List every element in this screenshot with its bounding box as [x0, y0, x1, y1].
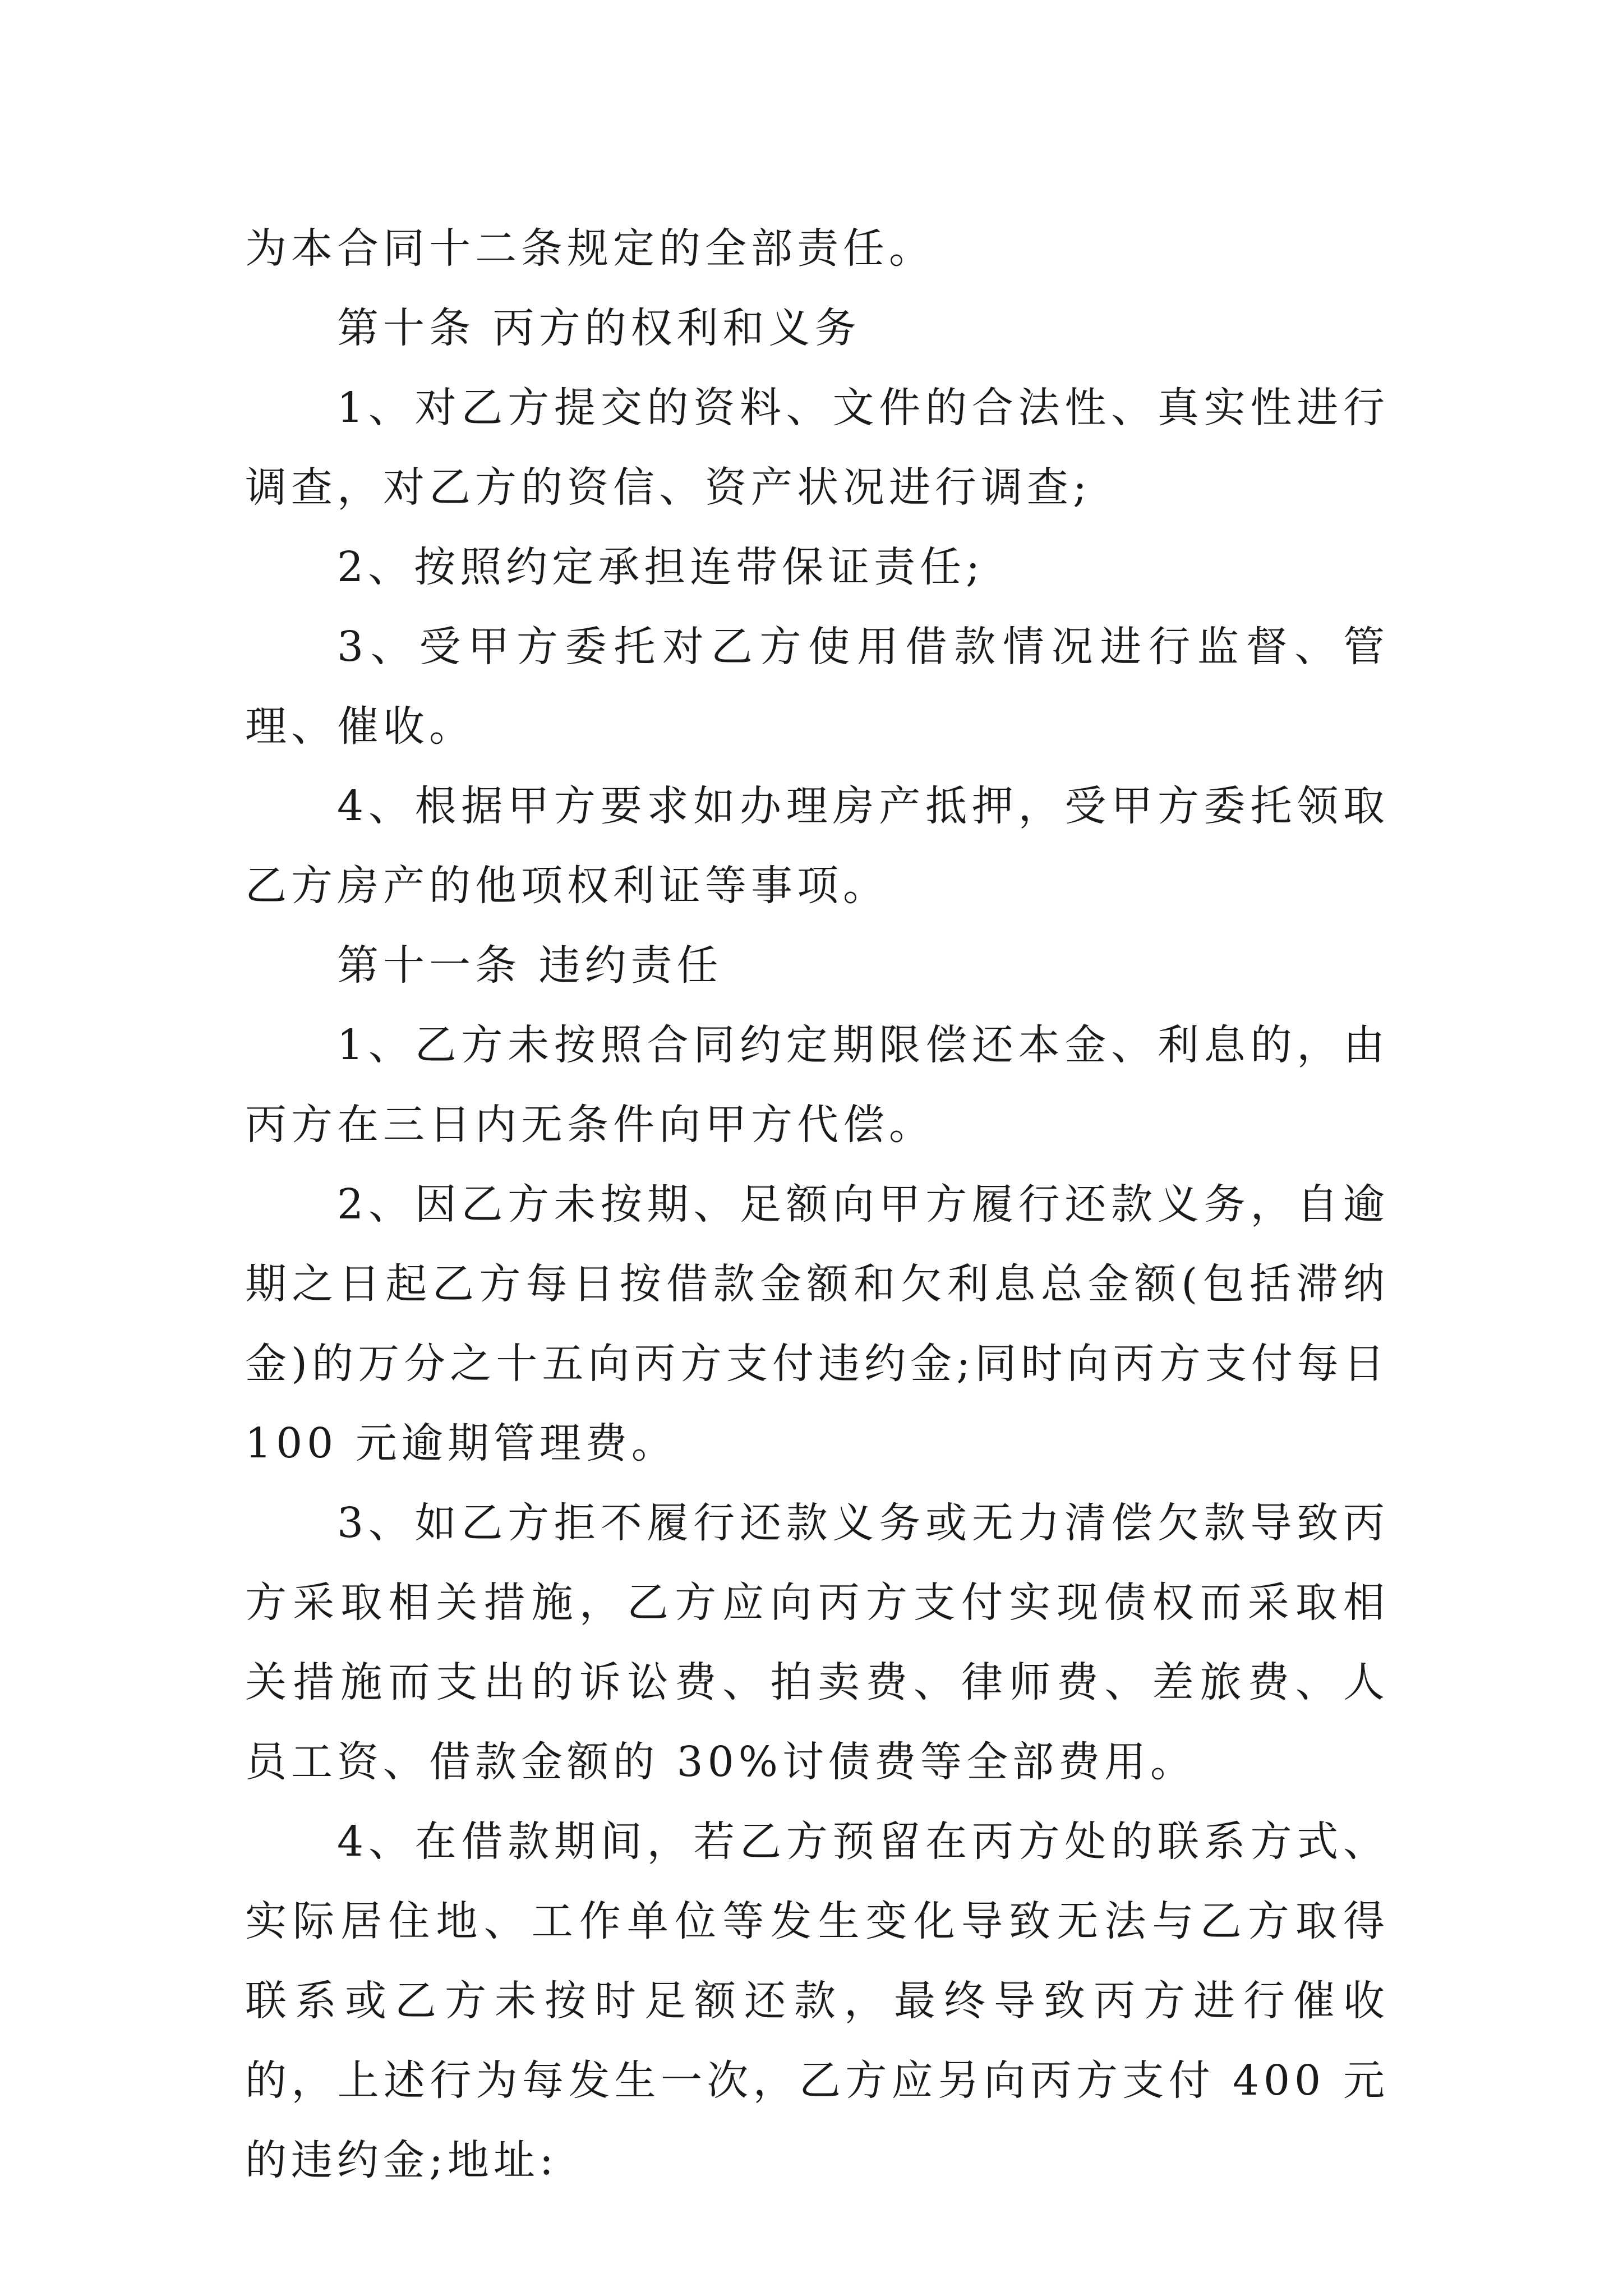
heading-article-10: 第十条 丙方的权利和义务 — [337, 304, 861, 352]
paragraph-article-10-item-4: 4、根据甲方要求如办理房产抵押，受甲方委托领取乙方房产的他项权利证等事项。 — [245, 782, 1389, 910]
heading-article-11: 第十一条 违约责任 — [337, 941, 723, 990]
paragraph-article-11-item-2: 2、因乙方未按期、足额向甲方履行还款义务，自逾期之日起乙方每日按借款金额和欠利息总金额(包括滞纳金)的万分之十五向丙方支付违约金;同时向丙方支付每日 100 元逾期管理费。 — [245, 1180, 1389, 1467]
paragraph-article-10-item-1: 1、对乙方提交的资料、文件的合法性、真实性进行调查，对乙方的资信、资产状况进行调查; — [245, 384, 1389, 512]
paragraph-article-11-item-1: 1、乙方未按照合同约定期限偿还本金、利息的，由丙方在三日内无条件向甲方代偿。 — [245, 1021, 1389, 1149]
paragraph-article-10-item-3: 3、受甲方委托对乙方使用借款情况进行监督、管理、催收。 — [245, 623, 1389, 751]
paragraph-article-11-item-3: 3、如乙方拒不履行还款义务或无力清偿欠款导致丙方采取相关措施，乙方应向丙方支付实现债权而采取相关措施而支出的诉讼费、拍卖费、律师费、差旅费、人员工资、借款金额的 30%讨债费等全部费用。 — [245, 1499, 1389, 1786]
paragraph-article-10-item-2: 2、按照约定承担连带保证责任; — [337, 543, 985, 591]
document-body — [245, 209, 1389, 2200]
paragraph-article-11-item-4: 4、在借款期间，若乙方预留在丙方处的联系方式、实际居住地、工作单位等发生变化导致无法与乙方取得联系或乙方未按时足额还款，最终导致丙方进行催收的，上述行为每发生一次，乙方应另向丙方支付 400 元的违约金;地址: — [245, 1818, 1389, 2184]
paragraph-continuation: 为本合同十二条规定的全部责任。 — [245, 224, 935, 273]
